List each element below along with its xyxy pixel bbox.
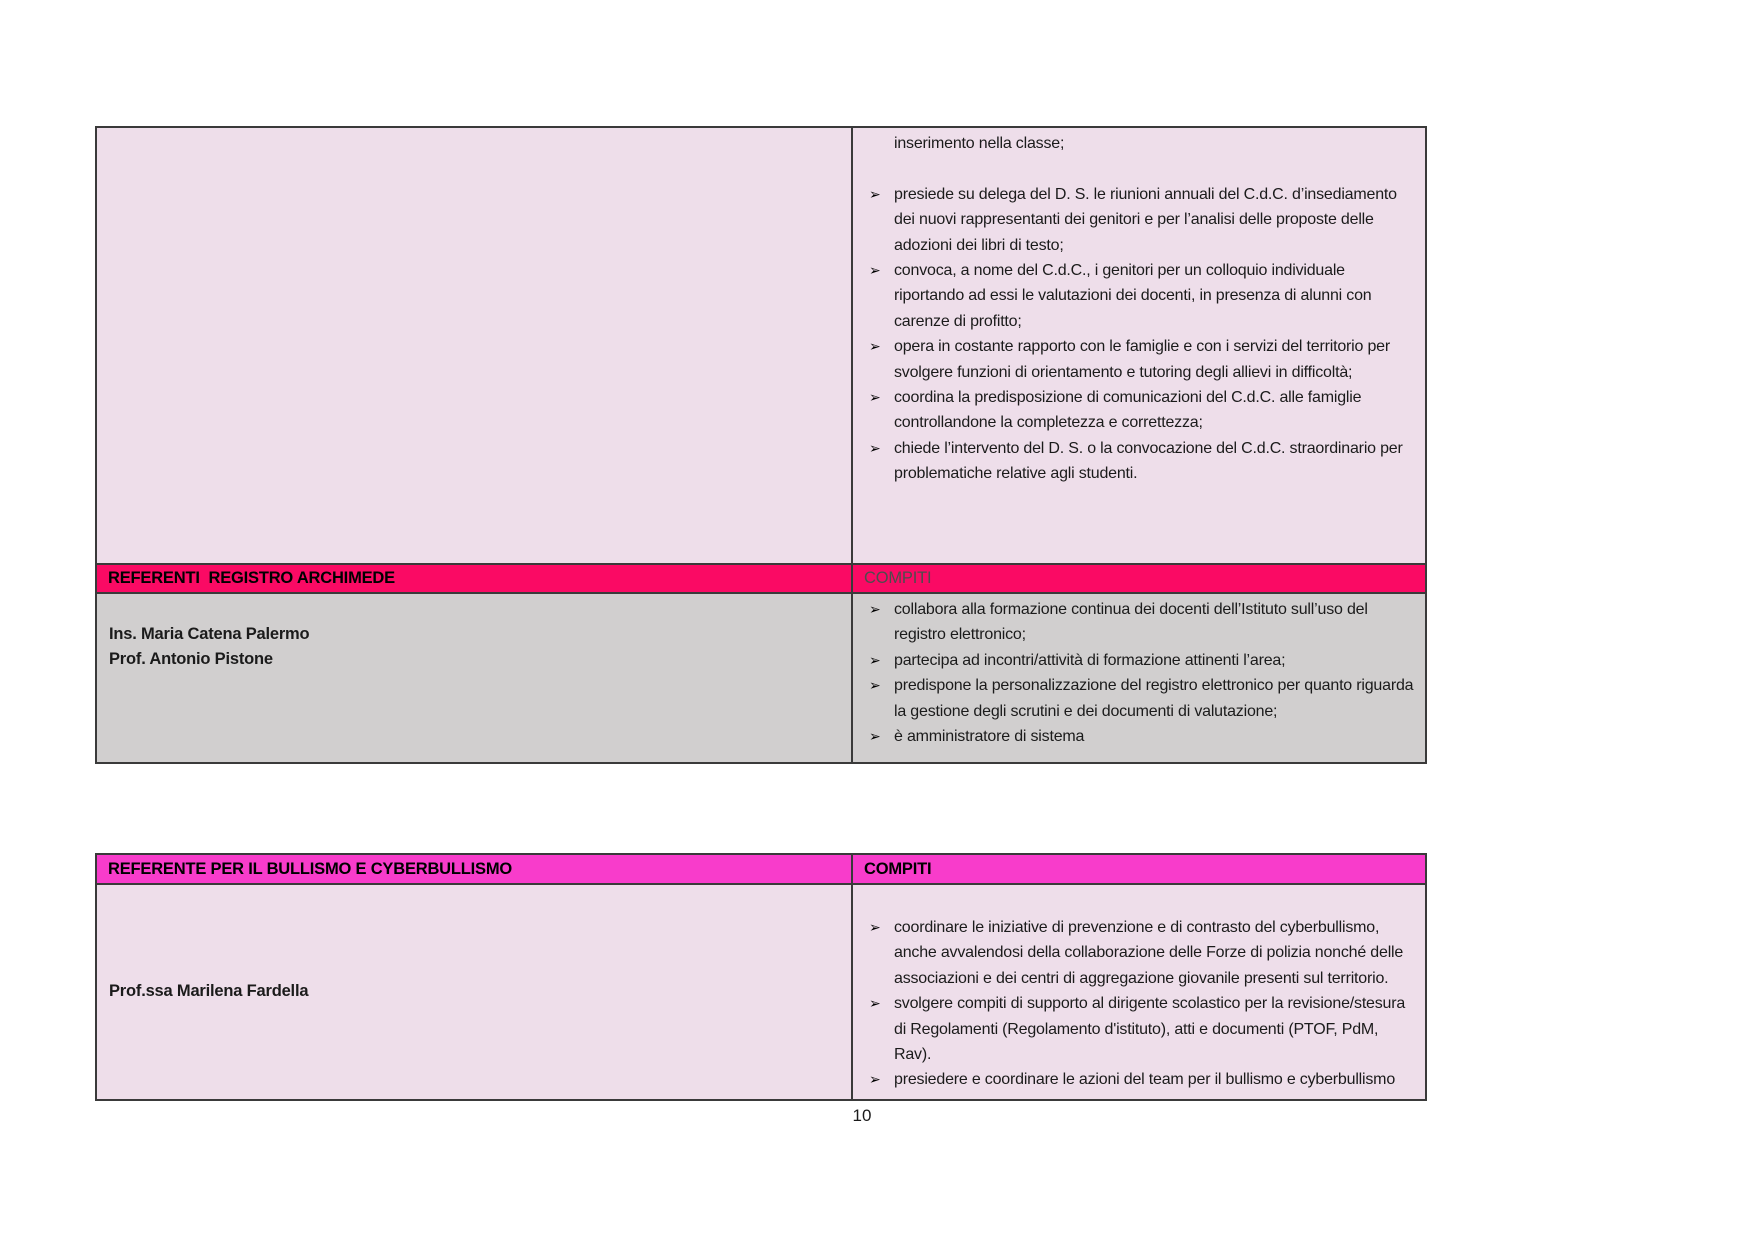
- list-item-text: è amministratore di sistema: [894, 728, 1085, 746]
- table-referente-bullismo: [95, 853, 1427, 1101]
- compiti-label: COMPITI: [864, 859, 932, 878]
- names-cell: [97, 594, 851, 762]
- bullet-arrow-icon: ➢: [869, 1071, 881, 1088]
- bullet-arrow-icon: ➢: [869, 677, 881, 694]
- list-item: [853, 724, 1425, 749]
- tasks-cell: [851, 594, 1425, 762]
- compiti-label: COMPITI: [864, 569, 932, 587]
- list-item: [853, 182, 1425, 258]
- list-item-text: presiede su delega del D. S. le riunioni annuali del C.d.C. d’insediamento dei nuovi rappresentanti dei genitori e per l’analisi delle proposte delle adozioni dei libri di testo;: [894, 185, 1397, 254]
- list-item: [853, 597, 1425, 648]
- list-item: [853, 131, 1425, 156]
- list-item-text: coordina la predisposizione di comunicazioni del C.d.C. alle famiglie controllandone la completezza e correttezza;: [894, 389, 1362, 432]
- list-item: [853, 334, 1425, 385]
- list-item: [853, 385, 1425, 436]
- table-header-row: [97, 563, 1425, 592]
- list-item-text: chiede l’intervento del D. S. o la convocazione del C.d.C. straordinario per problematiche relative agli studenti.: [894, 439, 1403, 483]
- names-cell: [97, 885, 851, 1099]
- bullet-arrow-icon: ➢: [869, 262, 881, 279]
- page-number: 10: [852, 1106, 872, 1125]
- list-item-text: collabora alla formazione continua dei docenti dell’Istituto sull’uso del registro elettronico;: [894, 601, 1368, 644]
- table-header-row: [97, 855, 1425, 883]
- table-row: [97, 883, 1425, 1099]
- list-item-text: partecipa ad incontri/attività di formazione attinenti l’area;: [894, 651, 1286, 669]
- bullet-arrow-icon: ➢: [869, 185, 881, 202]
- person-name: Ins. Maria Catena Palermo: [109, 625, 310, 643]
- task-list: [853, 594, 1425, 749]
- list-item: [853, 648, 1425, 673]
- section-header-cell: [97, 565, 851, 592]
- task-list: [853, 128, 1425, 487]
- list-item-text: convoca, a nome del C.d.C., i genitori per un colloquio individuale riportando ad essi le valutazioni dei docenti, in presenza di alunni con carenze di profitto;: [894, 262, 1372, 330]
- list-item-text: inserimento nella classe;: [894, 135, 1065, 152]
- bullet-arrow-icon: ➢: [869, 995, 881, 1012]
- section-header-cell: [97, 855, 851, 883]
- table-referenti-registro-archimede: [95, 126, 1427, 764]
- names-list: [109, 622, 841, 673]
- list-item-text: predispone la personalizzazione del registro elettronico per quanto riguarda la gestione degli scrutini e dei documenti di valutazione;: [894, 677, 1414, 720]
- list-item-text: opera in costante rapporto con le famiglie e con i servizi del territorio per svolgere funzioni di orientamento e tutoring degli allievi in difficoltà;: [894, 338, 1390, 381]
- tasks-cell: [851, 128, 1425, 563]
- tasks-cell: [851, 885, 1425, 1099]
- table-row: [97, 128, 1425, 563]
- list-item: [853, 673, 1425, 724]
- list-item-text: presiedere e coordinare le azioni del team per il bullismo e cyberbullismo: [894, 1071, 1396, 1089]
- empty-cell: [97, 128, 851, 563]
- list-item: [853, 258, 1425, 334]
- compiti-header-cell: [851, 565, 1425, 592]
- list-item-text: coordinare le iniziative di prevenzione e di contrasto del cyberbullismo, anche avvalendosi della collaborazione delle Forze di polizia nonché delle associazioni e dei centri di aggregazione giovanile presenti sul territorio.: [894, 919, 1404, 987]
- person-name: Prof.ssa Marilena Fardella: [109, 982, 309, 1001]
- person-name: Prof. Antonio Pistone: [109, 650, 273, 669]
- section-title: REFERENTI REGISTRO ARCHIMEDE: [108, 569, 395, 587]
- bullet-arrow-icon: ➢: [869, 601, 881, 617]
- list-item: [853, 991, 1425, 1067]
- bullet-arrow-icon: ➢: [869, 389, 881, 406]
- list-item: [853, 436, 1425, 487]
- section-title: REFERENTE PER IL BULLISMO E CYBERBULLISMO: [108, 859, 513, 878]
- bullet-arrow-icon: ➢: [869, 651, 881, 668]
- list-item: [853, 915, 1425, 991]
- table-row: [97, 592, 1425, 762]
- bullet-arrow-icon: ➢: [869, 439, 881, 456]
- bullet-arrow-icon: ➢: [869, 919, 881, 935]
- bullet-arrow-icon: ➢: [869, 338, 881, 355]
- list-item: [853, 156, 1425, 181]
- list-item: [853, 1067, 1425, 1092]
- list-item-text: svolgere compiti di supporto al dirigente scolastico per la revisione/stesura di Regolamenti (Regolamento d'istituto), atti e documenti (PTOF, PdM, Rav).: [894, 995, 1406, 1064]
- compiti-header-cell: [851, 855, 1425, 883]
- task-list: [853, 885, 1425, 1093]
- bullet-arrow-icon: ➢: [869, 728, 881, 745]
